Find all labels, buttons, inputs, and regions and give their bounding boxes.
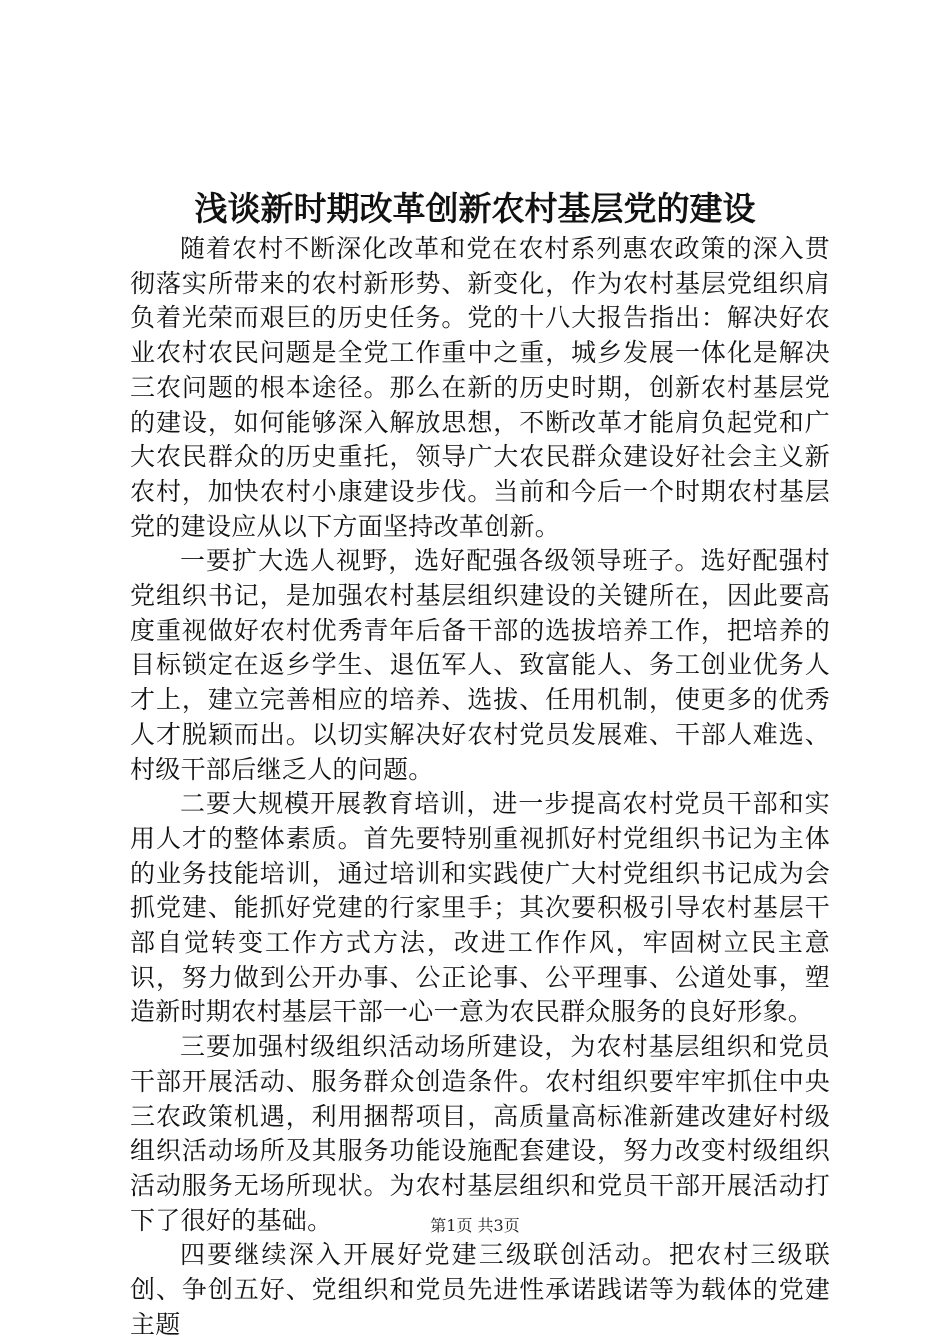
paragraph-point-4: 四要继续深入开展好党建三级联创活动。把农村三级联创、争创五好、党组织和党员先进性承诺践诺等为载体的党建主题 <box>130 1240 830 1339</box>
paragraph-intro: 随着农村不断深化改革和党在农村系列惠农政策的深入贯彻落实所带来的农村新形势、新变化，作为农村基层党组织肩负着光荣而艰巨的历史任务。党的十八大报告指出：解决好农业农村农民问题是全党工作重中之重，城乡发展一体化是解决三农问题的根本途径。那么在新的历史时期，创新农村基层党的建设，如何能够深入解放思想，不断改革才能肩负起党和广大农民群众的历史重托，领导广大农民群众建设好社会主义新农村，加快农村小康建设步伐。当前和今后一个时期农村基层党的建设应从以下方面坚持改革创新。 <box>130 234 830 541</box>
paragraph-point-3: 三要加强村级组织活动场所建设，为农村基层组织和党员干部开展活动、服务群众创造条件。农村组织要牢牢抓住中央三农政策机遇，利用捆帮项目，高质量高标准新建改建好村级组织活动场所及其服务功能设施配套建设，努力改变村级组织活动服务无场所现状。为农村基层组织和党员干部开展活动打下了很好的基础。 <box>130 1032 830 1235</box>
paragraph-point-2: 二要大规模开展教育培训，进一步提高农村党员干部和实用人才的整体素质。首先要特别重视抓好村党组织书记为主体的业务技能培训，通过培训和实践使广大村党组织书记成为会抓党建、能抓好党建的行家里手；其次要积极引导农村基层干部自觉转变工作方式方法，改进工作作风，牢固树立民主意识，努力做到公开办事、公正论事、公平理事、公道处事，塑造新时期农村基层干部一心一意为农民群众服务的良好形象。 <box>130 789 830 1027</box>
page-footer: 第1页 共3页 <box>430 1216 520 1235</box>
document-body <box>130 232 830 1343</box>
document-title: 浅谈新时期改革创新农村基层党的建设 <box>194 189 756 228</box>
paragraph-point-1: 一要扩大选人视野，选好配强各级领导班子。选好配强村党组织书记，是加强农村基层组织建设的关键所在，因此要高度重视做好农村优秀青年后备干部的选拔培养工作，把培养的目标锁定在返乡学生、退伍军人、致富能人、务工创业优务人才上，建立完善相应的培养、选拔、任用机制，使更多的优秀人才脱颖而出。以切实解决好农村党员发展难、干部人难选、村级干部后继乏人的问题。 <box>130 546 830 784</box>
